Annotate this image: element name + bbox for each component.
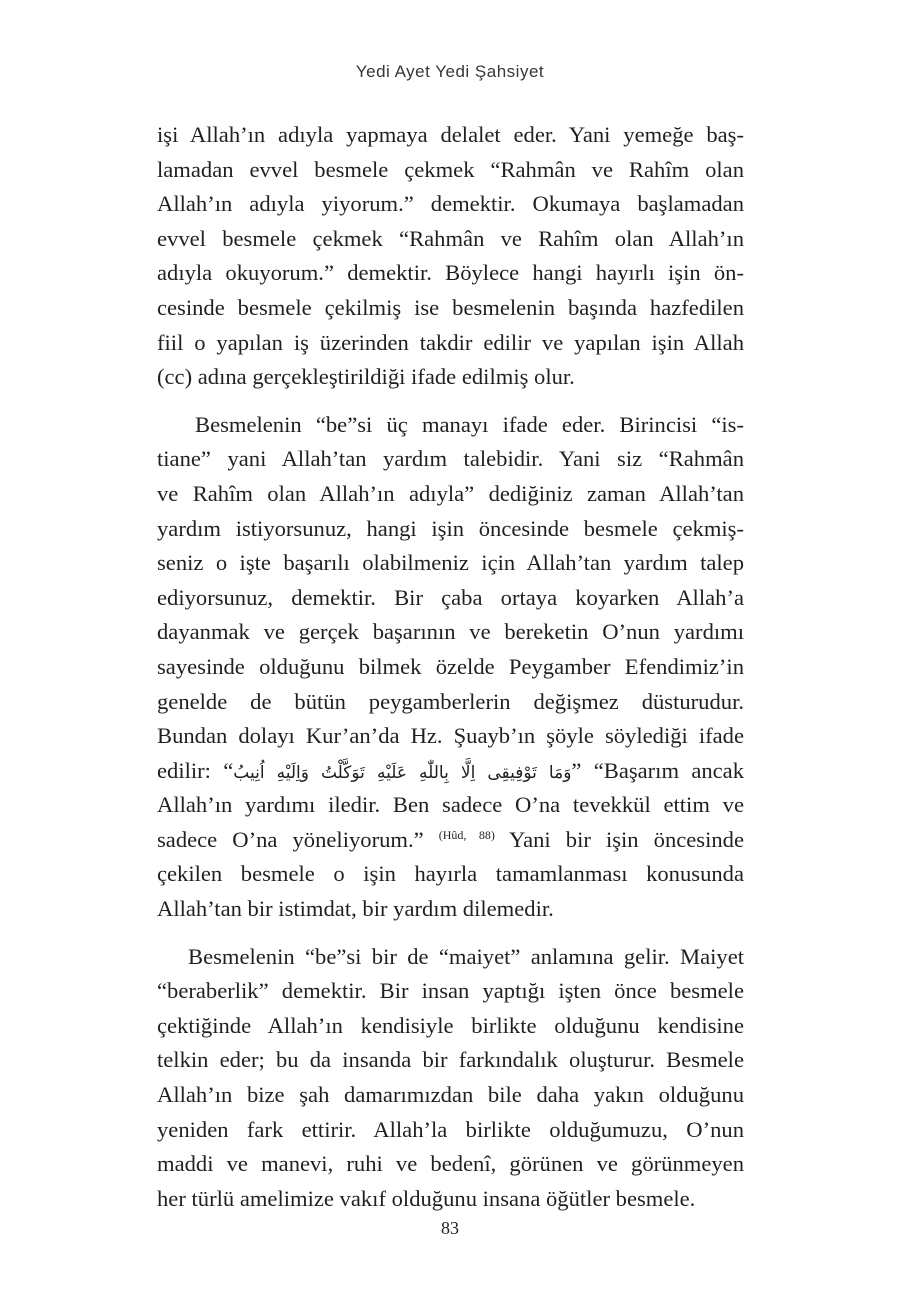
citation-lead-text: sadece O’na yöneliyorum.” xyxy=(157,826,424,852)
text-line: maddi ve manevi, ruhi ve bedenî, görünen ve görünmeyen xyxy=(157,1151,744,1177)
text-line: Bundan dolayı Kur’an’da Hz. Şuayb’ın şöyle söylediği ifade xyxy=(157,723,744,749)
paragraph-2 xyxy=(157,408,744,927)
text-line: Besmelenin “be”si bir de “maiyet” anlamına gelir. Maiyet xyxy=(188,943,744,969)
text-line: tiane” yani Allah’tan yardım talebidir. Yani siz “Rahmân xyxy=(157,446,744,472)
text-line: seniz o işte başarılı olabilmeniz için Allah’tan yardım talep xyxy=(157,550,744,576)
text-line: (cc) adına gerçekleştirildiği ifade edilmiş olur. xyxy=(157,364,575,390)
text-line: cesinde besmele çekilmiş ise besmelenin başında hazfedilen xyxy=(157,294,744,320)
text-line: fiil o yapılan iş üzerinden takdir edilir ve yapılan işin Allah xyxy=(157,329,744,355)
text-line: işi Allah’ın adıyla yapmaya delalet eder. Yani yemeğe baş- xyxy=(157,122,744,147)
citation-line xyxy=(157,823,744,858)
page-number: 83 xyxy=(441,1218,459,1238)
citation-trailing-text: Yani bir işin öncesinde xyxy=(509,826,744,852)
text-line: yeniden fark ettirir. Allah’la birlikte olduğumuzu, O’nun xyxy=(157,1116,744,1142)
text-line: adıyla okuyorum.” demektir. Böylece hangi hayırlı işin ön- xyxy=(157,260,744,286)
text-line: dayanmak ve gerçek başarının ve bereketin O’nun yardımı xyxy=(157,619,744,645)
text-line: çektiğinde Allah’ın kendisiyle birlikte olduğunu kendisine xyxy=(157,1012,744,1038)
text-line: evvel besmele çekmek “Rahmân ve Rahîm olan Allah’ın xyxy=(157,225,744,251)
text-line: Allah’ın bize şah damarımızdan bile daha yakın olduğunu xyxy=(157,1082,744,1108)
body-text xyxy=(157,118,744,1216)
text-line: lamadan evvel besmele çekmek “Rahmân ve Rahîm olan xyxy=(157,156,744,182)
text-line: ediyorsunuz, demektir. Bir çaba ortaya koyarken Allah’a xyxy=(157,584,744,610)
verse-citation: (Hûd, 88) xyxy=(438,827,495,842)
text-line: Allah’ın yardımı iledir. Ben sadece O’na tevekkül ettim ve xyxy=(157,792,744,818)
paragraph-3 xyxy=(157,940,744,1217)
text-line: ve Rahîm olan Allah’ın adıyla” dediğiniz zaman Allah’tan xyxy=(157,480,744,506)
arabic-verse: وَمَا تَوْفِيقِى اِلَّا بِاللّٰهِ عَلَيْهِ تَوَكَّلْتُ وَاِلَيْهِ اُنِيبُ xyxy=(233,762,572,783)
verse-trailing-text: ” “Başarım ancak xyxy=(571,757,744,783)
text-line: Besmelenin “be”si üç manayı ifade eder. Birincisi “is- xyxy=(195,411,744,437)
text-line: telkin eder; bu da insanda bir farkındalık oluşturur. Besmele xyxy=(157,1047,744,1073)
text-line: sayesinde olduğunu bilmek özelde Peygamber Efendimiz’in xyxy=(157,653,744,679)
text-line: “beraberlik” demektir. Bir insan yaptığı işten önce besmele xyxy=(157,978,744,1004)
verse-lead-text: edilir: “ xyxy=(157,757,234,783)
paragraph-1 xyxy=(157,118,744,395)
text-line: Allah’tan bir istimdat, bir yardım dilemedir. xyxy=(157,896,554,922)
running-header: Yedi Ayet Yedi Şahsiyet xyxy=(355,62,545,81)
verse-line xyxy=(157,754,744,789)
text-line: her türlü amelimize vakıf olduğunu insana öğütler besmele. xyxy=(157,1185,696,1211)
text-line: çekilen besmele o işin hayırla tamamlanması konusunda xyxy=(157,861,744,887)
text-line: genelde de bütün peygamberlerin değişmez düsturudur. xyxy=(157,688,744,714)
text-line: Allah’ın adıyla yiyorum.” demektir. Okumaya başlamadan xyxy=(157,191,744,217)
text-line: yardım istiyorsunuz, hangi işin öncesinde besmele çekmiş- xyxy=(157,515,744,541)
